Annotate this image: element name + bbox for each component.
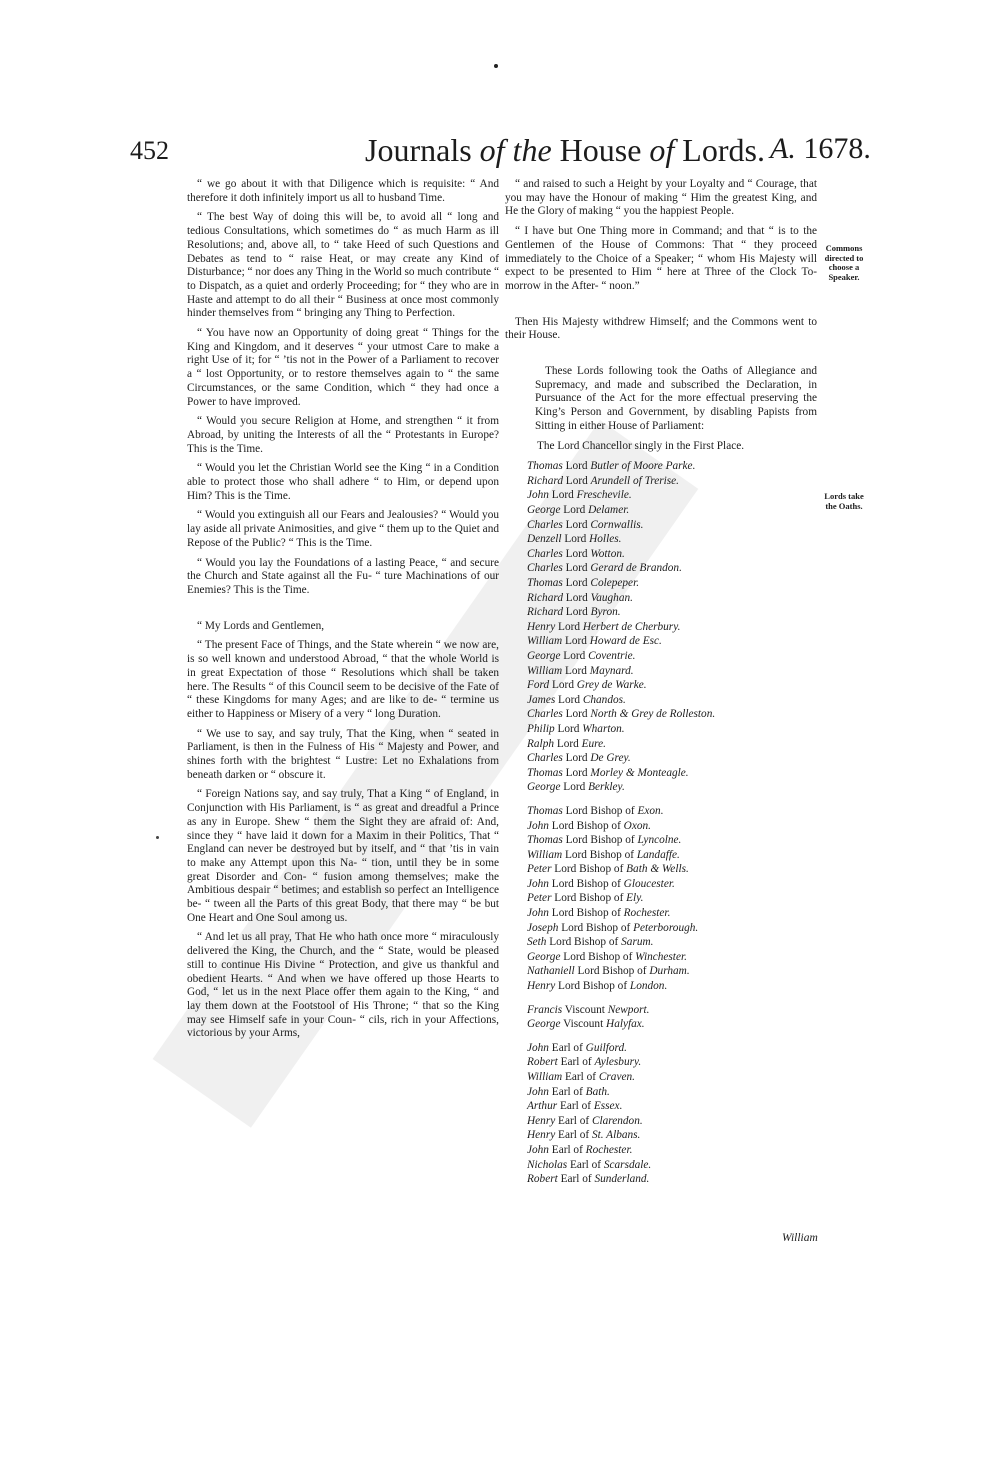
name-entry: Robert Earl of Sunderland.	[527, 1173, 650, 1186]
name-entry: William Lord Howard de Esc.	[527, 635, 662, 648]
name-entry: Nicholas Earl of Scarsdale.	[527, 1158, 652, 1171]
left-column	[187, 178, 499, 1047]
paragraph: “ Would you lay the Foundations of a lasting Peace, “ and secure the Church and State against all the Fu- “ ture Machinations of our Enemies? This is the Time.	[187, 556, 499, 596]
name-entry: John Lord Freschevile.	[527, 489, 632, 502]
name-entry: Charles Lord Gerard de Brandon.	[527, 562, 682, 575]
paragraph: “ We use to say, and say truly, That the King, when “ seated in Parliament, is then in the Fulness of His “ Majesty and Power, and shines forth with the brightest “ Lustre: Let no Exhalations from beneath darken or “ obscure it.	[187, 727, 499, 781]
paragraph: “ The best Way of doing this will be, to avoid all “ long and tedious Consultations, which sometimes do “ as much Harm as ill Resolutions; and, above all, to “ take Heed of such Questions and Debates as tend to “ raise Heat, or may create any Kind of Disturbance; “ nor does any Thing in the World so much contribute “ to Dispatch, as a quiet and orderly Proceeding; for “ they who are in Haste and attempt to do all their “ Business at once most commonly hinder themselves from “ bringing any Thing to Perfection.	[187, 211, 499, 320]
paragraph: “ Would you let the Christian World see the King “ in a Condition able to protect those who shall adhere “ to Him, or depend upon Him? This is the Time.	[187, 462, 499, 502]
name-entry: Joseph Lord Bishop of Peterborough.	[527, 921, 699, 934]
name-entry: Richard Lord Vaughan.	[527, 591, 633, 604]
name-entry: George Lord Bishop of Winchester.	[527, 950, 687, 963]
lords-list	[527, 459, 817, 795]
name-entry: Henry Earl of Clarendon.	[527, 1114, 643, 1127]
name-entry: Charles Lord Cornwallis.	[527, 518, 644, 531]
name-entry: Henry Lord Bishop of London.	[527, 980, 668, 993]
name-entry: Philip Lord Wharton.	[527, 722, 625, 735]
name-entry: Ralph Lord Eure.	[527, 737, 606, 750]
paragraph: “ Would you secure Religion at Home, and strengthen “ it from Abroad, by uniting the Interests of all the “ Protestants in Europe? This is the Time.	[187, 415, 499, 455]
page-number: 452	[130, 136, 169, 165]
name-entry: John Earl of Bath.	[527, 1085, 610, 1098]
paragraph: “ And let us all pray, That He who hath once more “ miraculously delivered the King, the Church, and the “ State, would be pleased still to continue His Divine “ Protection, and give us thankful and obedient Hearts. “ And when we have offered up those Hearts to God, “ let us in the next Place offer them again to the King, “ and lay them down at the Footstool of His Throne; “ that so the King may see Himself safe in your Coun- “ cils, rich in your Affections, victorious by your Arms,	[187, 931, 499, 1040]
name-entry: Seth Lord Bishop of Sarum.	[527, 936, 654, 949]
name-entry: Thomas Lord Morley & Monteagle.	[527, 766, 689, 779]
page-header	[0, 130, 992, 174]
name-entry: George Viscount Halyfax.	[527, 1018, 645, 1031]
name-entry: Thomas Lord Bishop of Lyncolne.	[527, 834, 682, 847]
paragraph: Then His Majesty withdrew Himself; and the Commons went to their House.	[505, 315, 817, 342]
name-entry: Charles Lord North & Grey de Rolleston.	[527, 708, 716, 721]
paragraph: “ You have now an Opportunity of doing great “ Things for the King and Kingdom, and it deserves “ your utmost Care to make a right Use of it; for “ ’tis not in the Power of a Parliament to recover a “ lost Opportunity, or to restore themselves again to “ the same Circumstances, or the same Condition, which “ they had once a Power to have improved.	[187, 327, 499, 408]
paragraph: “ Would you extinguish all our Fears and Jealousies? “ Would you lay aside all private Animosities, and give “ them up to the Quiet and Repose of the Public? “ This is the Time.	[187, 509, 499, 549]
name-entry: William Lord Bishop of Landaffe.	[527, 848, 680, 861]
oath-paragraph: These Lords following took the Oaths of Allegiance and Supremacy, and made and subscribed the Declaration, in Pursuance of the Act for the more effectual preserving the King’s Person and Government, by disabling Papists from Sitting in either House of Parliament:	[535, 365, 817, 432]
paragraph: “ and raised to such a Height by your Loyalty and “ Courage, that you may have the Honour of making “ Him the greatest King, and He the Glory of making “ you the happiest People.	[505, 178, 817, 218]
name-entry: George Lord Delamer.	[527, 504, 630, 517]
name-entry: William Lord Maynard.	[527, 664, 634, 677]
ink-speck	[156, 836, 159, 839]
name-entry: John Lord Bishop of Oxon.	[527, 819, 651, 832]
name-entry: Richard Lord Byron.	[527, 606, 621, 619]
margin-note-lords: Lords take the Oaths.	[824, 491, 864, 511]
name-entry: William Earl of Craven.	[527, 1071, 635, 1083]
name-entry: John Lord Bishop of Rochester.	[527, 907, 671, 920]
bishops-list	[527, 804, 817, 994]
page-title: Journals of the House of Lords.	[365, 132, 765, 168]
name-entry: Thomas Lord Bishop of Exon.	[527, 804, 664, 817]
page-mark	[494, 64, 498, 68]
name-entry: Robert Earl of Aylesbury.	[527, 1056, 642, 1069]
paragraph: “ I have but One Thing more in Command; and that “ is to the Gentlemen of the House of Commons: That “ they proceed immediately to the Choice of a Speaker; “ whom His Majesty will expect to be presented to Him “ here at Three of the Clock To-morrow in the After- “ noon.”	[505, 225, 817, 292]
name-entry: Charles Lord Wotton.	[527, 547, 625, 560]
name-entry: Henry Lord Herbert de Cherbury.	[527, 620, 681, 633]
margin-note-commons: Commons directed to choose a Speaker.	[824, 243, 864, 282]
catchword: William	[782, 1232, 818, 1244]
name-entry: John Lord Bishop of Gloucester.	[527, 877, 675, 890]
chancellor-line: The Lord Chancellor singly in the First Place.	[537, 439, 745, 452]
name-entry: Peter Lord Bishop of Ely.	[527, 892, 644, 905]
name-entry: Peter Lord Bishop of Bath & Wells.	[527, 863, 689, 876]
name-entry: Charles Lord De Grey.	[527, 752, 631, 765]
right-column	[505, 178, 817, 1196]
paragraph: “ we go about it with that Diligence which is requisite: “ And therefore it doth infinitely import us all to husband Time.	[187, 178, 499, 204]
name-entry: John Earl of Rochester.	[527, 1143, 633, 1156]
name-entry: James Lord Chandos.	[527, 693, 626, 706]
paragraph: “ The present Face of Things, and the State wherein “ we now are, is so well known and understood Abroad, “ that the whole World is in great Expectation of those “ Resolutions which shall be taken here. The Results “ of this Council seem to be decisive of the Fate of “ these Kingdoms for many Ages; and are like to de- “ termine us either to Happiness or Misery of a very “ long Duration.	[187, 639, 499, 720]
name-entry: Denzell Lord Holles.	[527, 533, 622, 546]
name-entry: Richard Lord Arundell of Trerise.	[527, 474, 679, 487]
salutation: “ My Lords and Gentlemen,	[197, 619, 325, 632]
name-entry: Arthur Earl of Essex.	[527, 1100, 623, 1113]
name-entry: Ford Lord Grey de Warke.	[527, 679, 647, 692]
name-entry: Thomas Lord Butler of Moore Parke.	[527, 460, 696, 473]
name-entry: Thomas Lord Colepeper.	[527, 577, 640, 589]
viscounts-list	[527, 1003, 817, 1032]
page-year: A. 1678.	[770, 132, 871, 165]
earls-list	[527, 1041, 817, 1187]
name-entry: Nathaniell Lord Bishop of Durham.	[527, 965, 690, 978]
name-entry: George Lord Coventrie.	[527, 649, 636, 662]
name-entry: George Lord Berkley.	[527, 781, 625, 794]
name-entry: John Earl of Guilford.	[527, 1041, 627, 1054]
name-entry: Francis Viscount Newport.	[527, 1003, 650, 1016]
paragraph: “ Foreign Nations say, and say truly, That a King “ of England, in Conjunction with His Parliament, is “ as great and dreadful a Prince as any in Europe. Shew “ them the Sight they are afraid of: And, since they “ have laid it down for a Maxim in their Politics, That “ England can never be destroyed but by itself, and “ that ’tis in vain to make any Attempt upon this Na- “ tion, until they be in some great Disorder and Con- “ fusion among themselves; make the Ambitious despair “ betimes; and establish so perfect an Intelligence be- “ tween all the Parts of this great Body, that there may “ be but One Heart and One Soul among us.	[187, 788, 499, 924]
name-entry: Henry Earl of St. Albans.	[527, 1129, 641, 1142]
